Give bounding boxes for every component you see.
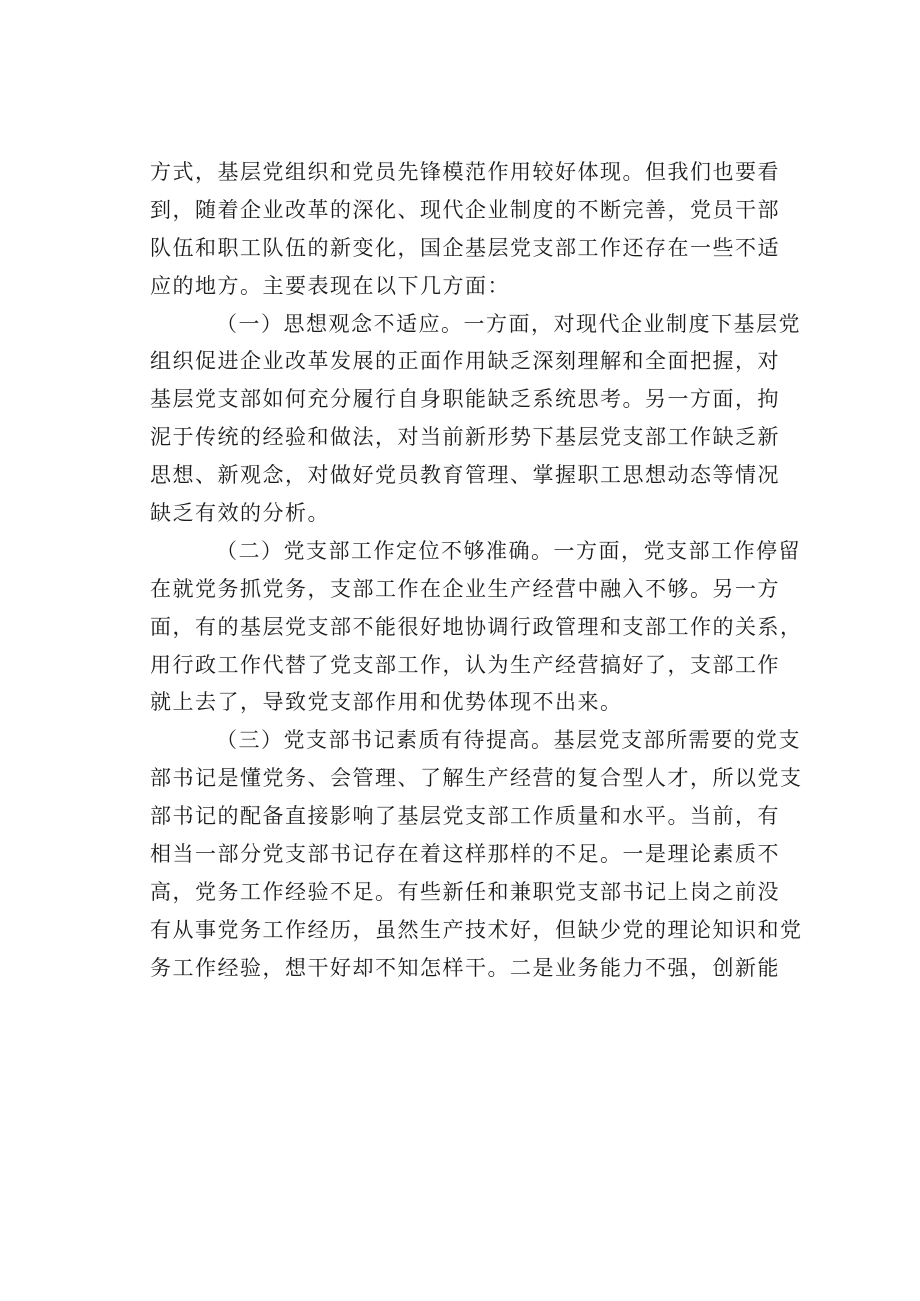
text-line: 部书记是懂党务、会管理、了解生产经营的复合型人才，所以党支 [150,766,803,791]
text-line: 在就党务抓党务，支部工作在企业生产经营中融入不够。另一方 [150,576,780,601]
text-line: 面，有的基层党支部不能很好地协调行政管理和支部工作的关系， [150,614,803,639]
text-line: 到，随着企业改革的深化、现代企业制度的不断完善，党员干部 [150,197,780,222]
text-line: 组织促进企业改革发展的正面作用缺乏深刻理解和全面把握，对 [150,349,780,374]
text-line: 相当一部分党支部书记存在着这样那样的不足。一是理论素质不 [150,842,780,867]
text-line: 思想、新观念，对做好党员教育管理、掌握职工思想动态等情况 [150,463,780,488]
text-line: 务工作经验，想干好却不知怎样干。二是业务能力不强，创新能 [150,955,780,980]
text-line: 高，党务工作经验不足。有些新任和兼职党支部书记上岗之前没 [150,879,780,904]
body-text [150,154,803,988]
text-line: 就上去了，导致党支部作用和优势体现不出来。 [150,690,623,715]
text-line: 基层党支部如何充分履行自身职能缺乏系统思考。另一方面，拘 [150,387,780,412]
paragraph-first-line: （三）党支部书记素质有待提高。基层党支部所需要的党支 [216,728,801,753]
text-line: 泥于传统的经验和做法，对当前新形势下基层党支部工作缺乏新 [150,425,780,450]
text-line: 应的地方。主要表现在以下几方面： [150,273,510,298]
text-line: 缺乏有效的分析。 [150,501,330,526]
text-line: 部书记的配备直接影响了基层党支部工作质量和水平。当前，有 [150,804,780,829]
paragraph-first-line: （一）思想观念不适应。一方面，对现代企业制度下基层党 [216,311,801,336]
paragraph-first-line: （二）党支部工作定位不够准确。一方面，党支部工作停留 [216,538,801,563]
text-line: 队伍和职工队伍的新变化，国企基层党支部工作还存在一些不适 [150,235,780,260]
text-line: 方式，基层党组织和党员先锋模范作用较好体现。但我们也要看 [150,160,780,184]
text-line: 有从事党务工作经历，虽然生产技术好，但缺少党的理论知识和党 [150,917,803,942]
text-line: 用行政工作代替了党支部工作，认为生产经营搞好了，支部工作 [150,652,780,677]
